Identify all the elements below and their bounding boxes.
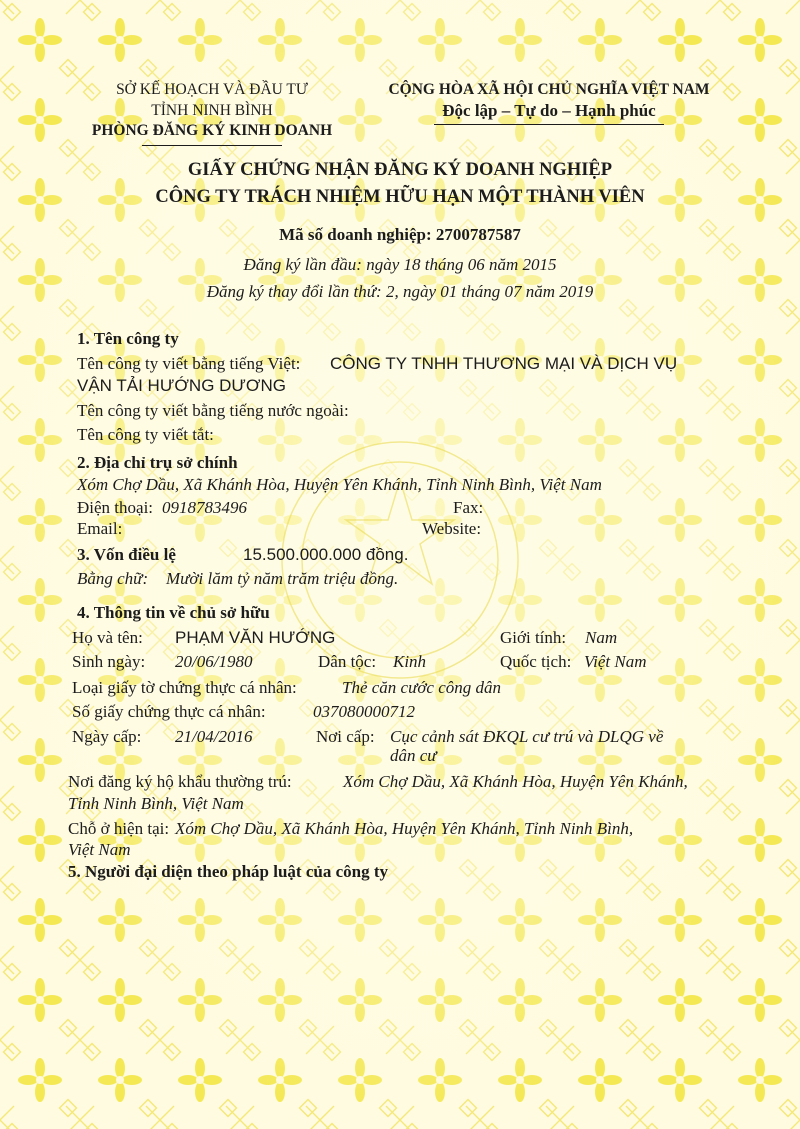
section4-heading: 4. Thông tin về chủ sở hữu: [77, 603, 270, 622]
header-office: PHÒNG ĐĂNG KÝ KINH DOANH: [91, 122, 333, 139]
residence-value-cont: Tỉnh Ninh Bình, Việt Nam: [68, 794, 244, 813]
tax-code: Mã số doanh nghiệp: 2700787587: [279, 225, 521, 244]
ethnic-value: Kinh: [393, 652, 427, 671]
vn-name-value: CÔNG TY TNHH THƯƠNG MẠI VÀ DỊCH VỤ: [330, 354, 678, 373]
header-motto: Độc lập – Tự do – Hạnh phúc: [442, 101, 656, 120]
dob-value: 20/06/1980: [175, 652, 253, 671]
foreign-name-label: Tên công ty viết bằng tiếng nước ngoài:: [77, 401, 349, 420]
section5-heading: 5. Người đại diện theo pháp luật của công ty: [68, 862, 388, 881]
capital-words-value: Mười lăm tỷ năm trăm triệu đồng.: [166, 569, 399, 588]
id-type-value: Thẻ căn cước công dân: [342, 678, 502, 697]
section3-heading: 3. Vốn điều lệ: [77, 545, 176, 564]
capital-words-label: Bằng chữ:: [77, 569, 149, 588]
email-label: Email:: [77, 519, 123, 538]
gender-value: Nam: [585, 628, 618, 647]
certificate-title: GIẤY CHỨNG NHẬN ĐĂNG KÝ DOANH NGHIỆP: [187, 160, 613, 180]
gender-label: Giới tính:: [500, 628, 567, 647]
current-address-label: Chỗ ở hiện tại:: [68, 819, 170, 838]
issue-date-label: Ngày cấp:: [72, 727, 142, 746]
dob-label: Sinh ngày:: [72, 652, 146, 671]
header-office-underline: [142, 145, 282, 146]
issue-place-value-cont: dân cư: [390, 746, 437, 765]
first-registration: Đăng ký lần đầu: ngày 18 tháng 06 năm 2015: [243, 255, 557, 274]
section2-heading: 2. Địa chỉ trụ sở chính: [77, 453, 238, 472]
vn-name-value-cont: VẬN TẢI HƯỚNG DƯƠNG: [77, 376, 287, 395]
short-name-label: Tên công ty viết tắt:: [77, 425, 214, 444]
header-country: CỘNG HÒA XÃ HỘI CHỦ NGHĨA VIỆT NAM: [388, 81, 710, 98]
id-number-value: 037080000712: [313, 702, 415, 721]
owner-name-value: PHẠM VĂN HƯỚNG: [175, 628, 336, 647]
header-ministry: SỞ KẾ HOẠCH VÀ ĐẦU TƯ: [116, 81, 308, 98]
phone-label: Điện thoại:: [77, 498, 154, 517]
owner-name-label: Họ và tên:: [72, 628, 143, 647]
fax-label: Fax:: [453, 498, 484, 517]
capital-value: 15.500.000.000 đồng.: [243, 545, 409, 564]
header-province: TỈNH NINH BÌNH: [151, 102, 273, 119]
current-address-value: Xóm Chợ Dầu, Xã Khánh Hòa, Huyện Yên Khánh, Tỉnh Ninh Bình,: [175, 819, 634, 838]
current-address-value-cont: Việt Nam: [68, 840, 131, 859]
nationality-label: Quốc tịch:: [500, 652, 572, 671]
id-number-label: Số giấy chứng thực cá nhân:: [72, 702, 266, 721]
header-motto-underline: [434, 124, 664, 125]
nationality-value: Việt Nam: [584, 652, 647, 671]
issue-date-value: 21/04/2016: [175, 727, 253, 746]
vn-name-label: Tên công ty viết bằng tiếng Việt:: [77, 354, 301, 373]
website-label: Website:: [422, 519, 482, 538]
issue-place-label: Nơi cấp:: [316, 727, 375, 746]
phone-value: 0918783496: [162, 498, 247, 517]
head-office-address: Xóm Chợ Dầu, Xã Khánh Hòa, Huyện Yên Khánh, Tỉnh Ninh Bình, Việt Nam: [77, 475, 602, 494]
residence-label: Nơi đăng ký hộ khẩu thường trú:: [68, 772, 292, 791]
company-type: CÔNG TY TRÁCH NHIỆM HỮU HẠN MỘT THÀNH VIÊN: [155, 187, 645, 207]
ethnic-label: Dân tộc:: [318, 652, 377, 671]
issue-place-value: Cục cảnh sát ĐKQL cư trú và DLQG về: [390, 727, 664, 746]
residence-value: Xóm Chợ Dầu, Xã Khánh Hòa, Huyện Yên Khánh,: [343, 772, 688, 791]
section1-heading: 1. Tên công ty: [77, 329, 179, 348]
change-registration: Đăng ký thay đổi lần thứ: 2, ngày 01 tháng 07 năm 2019: [206, 282, 594, 301]
id-type-label: Loại giấy tờ chứng thực cá nhân:: [72, 678, 297, 697]
